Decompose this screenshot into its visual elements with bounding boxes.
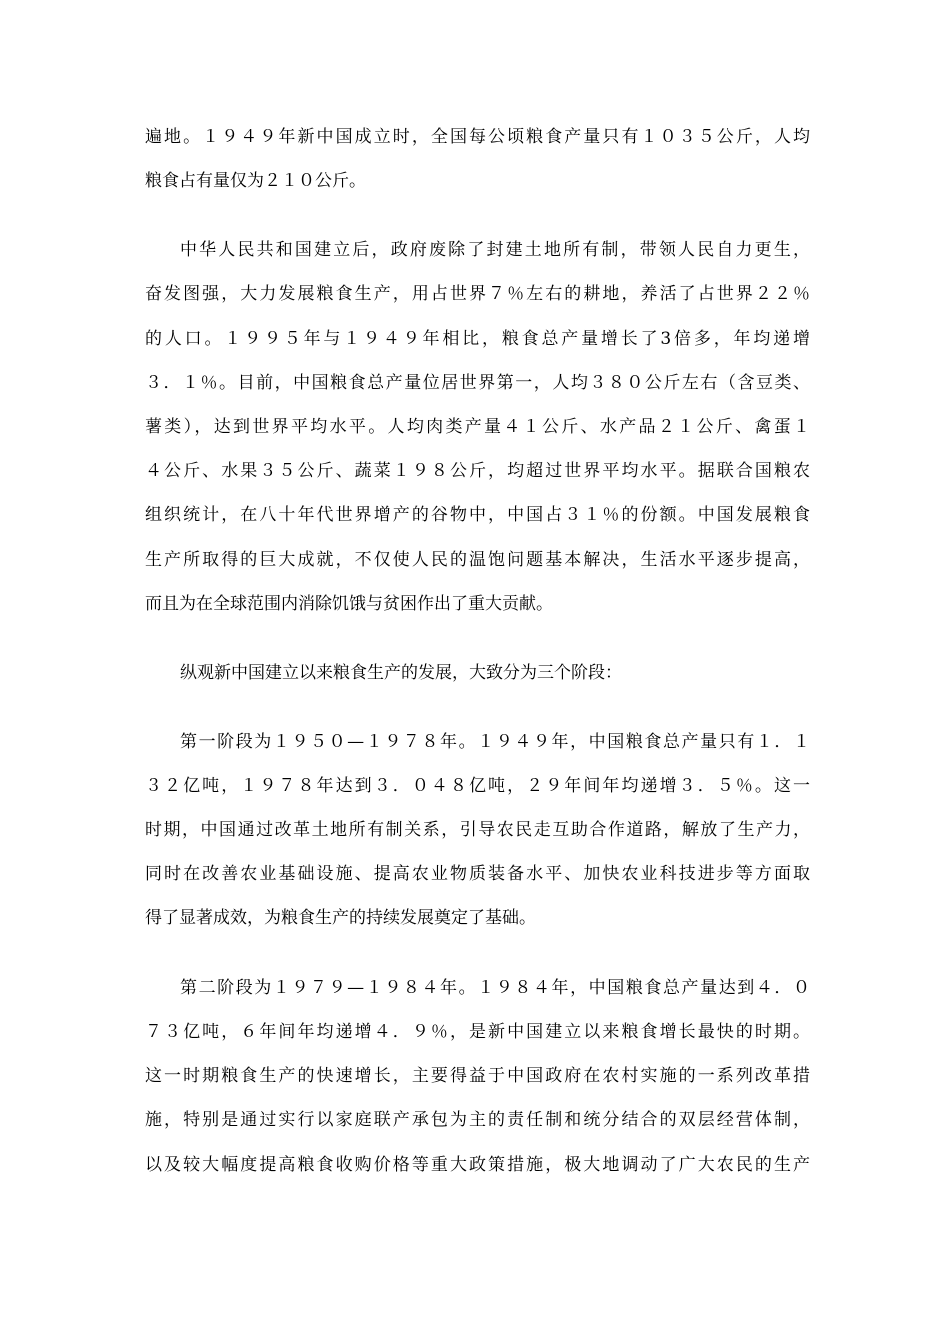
text-line: ７３亿吨，６年间年均递增４．９％，是新中国建立以来粮食增长最快的时期。	[145, 1022, 810, 1042]
text-line: 薯类），达到世界平均水平。人均肉类产量４１公斤、水产品２１公斤、禽蛋１	[145, 417, 810, 437]
text-line: ４公斤、水果３５公斤、蔬菜１９８公斤，均超过世界平均水平。据联合国粮农	[145, 461, 810, 481]
text-line: 以及较大幅度提高粮食收购价格等重大政策措施，极大地调动了广大农民的生产	[145, 1155, 810, 1175]
text-line: 第二阶段为１９７９—１９８４年。１９８４年，中国粮食总产量达到４．０	[180, 978, 810, 998]
text-line: 中华人民共和国建立后，政府废除了封建土地所有制，带领人民自力更生，	[180, 240, 810, 260]
text-line: 的人口。１９９５年与１９４９年相比，粮食总产量增长了3倍多，年均递增	[145, 329, 810, 349]
text-line: 第一阶段为１９５０—１９７８年。１９４９年，中国粮食总产量只有１．１	[180, 732, 810, 752]
text-line: 组织统计，在八十年代世界增产的谷物中，中国占３１％的份额。中国发展粮食	[145, 505, 810, 525]
text-line: 这一时期粮食生产的快速增长，主要得益于中国政府在农村实施的一系列改革措	[145, 1066, 810, 1086]
text-line: 生产所取得的巨大成就，不仅使人民的温饱问题基本解决，生活水平逐步提高，	[145, 550, 810, 570]
text-line: 时期，中国通过改革土地所有制关系，引导农民走互助合作道路，解放了生产力，	[145, 820, 810, 840]
text-line: 同时在改善农业基础设施、提高农业物质装备水平、加快农业科技进步等方面取	[145, 864, 810, 884]
text-line: 施，特别是通过实行以家庭联产承包为主的责任制和统分结合的双层经营体制，	[145, 1110, 810, 1130]
text-line: 纵观新中国建立以来粮食生产的发展，大致分为三个阶段：	[180, 663, 622, 683]
text-line: 奋发图强，大力发展粮食生产，用占世界７％左右的耕地，养活了占世界２２％	[145, 284, 810, 304]
text-line: 粮食占有量仅为２１０公斤。	[145, 171, 366, 191]
text-line: ３２亿吨，１９７８年达到３．０４８亿吨，２９年间年均递增３．５％。这一	[145, 776, 810, 796]
text-line: ３．１％。目前，中国粮食总产量位居世界第一，人均３８０公斤左右（含豆类、	[145, 373, 810, 393]
text-line: 而且为在全球范围内消除饥饿与贫困作出了重大贡献。	[145, 594, 553, 614]
text-line: 得了显著成效，为粮食生产的持续发展奠定了基础。	[145, 908, 536, 928]
text-line: 遍地。１９４９年新中国成立时，全国每公顷粮食产量只有１０３５公斤，人均	[145, 127, 810, 147]
